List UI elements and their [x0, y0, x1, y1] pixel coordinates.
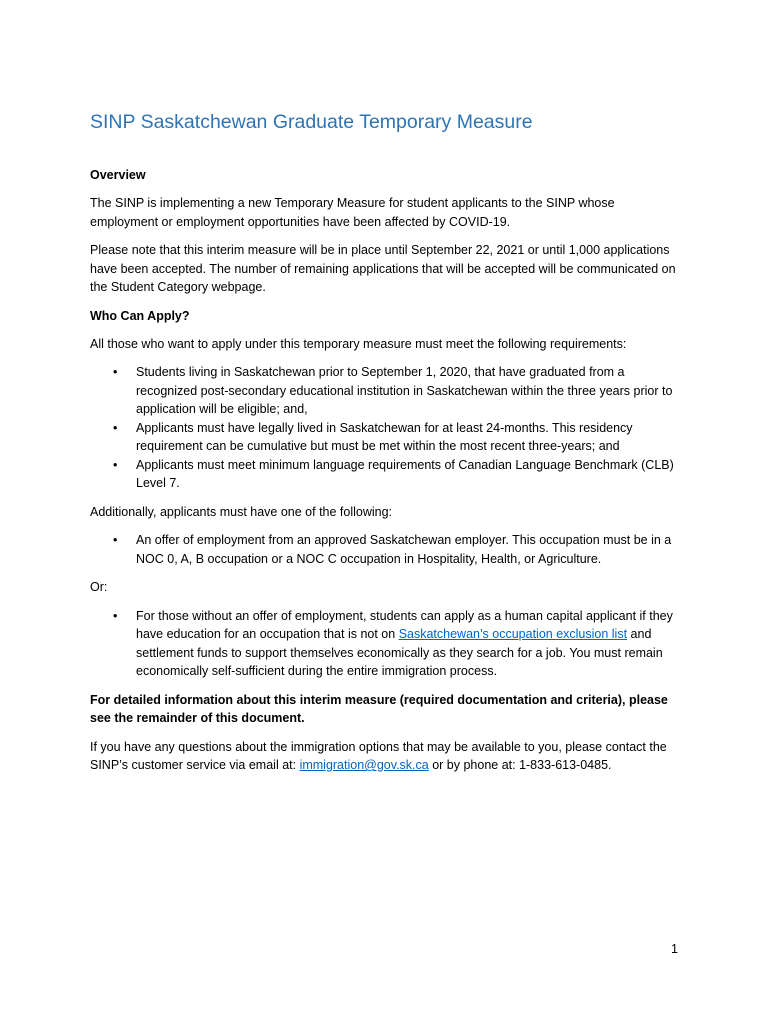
option-1-list — [90, 531, 685, 568]
list-item — [113, 456, 685, 493]
occupation-exclusion-list-link[interactable]: Saskatchewan’s occupation exclusion list — [398, 627, 628, 641]
option-2-list — [90, 607, 685, 681]
bullet-icon: • — [113, 608, 118, 623]
bullet-icon: • — [113, 533, 118, 547]
detailed-info-note: For detailed information about this interim measure (required documentation and criteria), please see the remainder of this document. — [90, 692, 668, 725]
list-item — [113, 419, 685, 456]
option-2-text-before: For those without an offer of employment, students can apply as a human capital applicant if they have education for an occupation that is not on — [136, 608, 673, 641]
list-item — [113, 607, 685, 681]
list-item — [113, 531, 685, 568]
who-can-apply-heading: Who Can Apply? — [90, 308, 190, 323]
requirement-text: Applicants must have legally lived in Saskatchewan for at least 24-months. This residency requirement can be cumulative but must be met within the most recent three-years; and — [136, 420, 633, 453]
bullet-icon: • — [113, 457, 118, 472]
contact-text-before: If you have any questions about the immigration options that may be available to you, please contact the SINP’s customer service via email at: — [90, 739, 667, 772]
requirement-text: Applicants must meet minimum language requirements of Canadian Language Benchmark (CLB) Level 7. — [136, 457, 674, 490]
requirements-intro: All those who want to apply under this temporary measure must meet the following requirements: — [90, 336, 627, 351]
document-page — [90, 108, 685, 785]
bullet-icon: • — [113, 420, 118, 435]
requirement-text: Students living in Saskatchewan prior to September 1, 2020, that have graduated from a recognized post-secondary educational institution in Saskatchewan within the three years prior to application will be eligible; and, — [136, 365, 673, 416]
contact-paragraph — [90, 738, 685, 775]
email-link[interactable]: immigration@gov.sk.ca — [299, 758, 429, 772]
overview-heading: Overview — [90, 168, 146, 182]
requirements-list — [90, 363, 685, 493]
document-title: SINP Saskatchewan Graduate Temporary Measure — [90, 111, 533, 133]
overview-paragraph-2: Please note that this interim measure will be in place until September 22, 2021 or until 1,000 applications have been accepted. The number of remaining applications that will be accepted will be communicated on the Student Category webpage. — [90, 243, 676, 294]
overview-paragraph-1: The SINP is implementing a new Temporary Measure for student applicants to the SINP whose employment or employment opportunities have been affected by COVID-19. — [90, 196, 615, 229]
page-number: 1 — [671, 942, 678, 956]
bullet-icon: • — [113, 365, 118, 379]
list-item — [113, 363, 685, 419]
or-text: Or: — [90, 580, 108, 594]
option-2-text-after: and settlement funds to support themselves economically as they search for a job. You must remain economically self-sufficient during the entire immigration process. — [136, 627, 663, 678]
option-1-text: An offer of employment from an approved Saskatchewan employer. This occupation must be in a NOC 0, A, B occupation or a NOC C occupation in Hospitality, Health, or Agriculture. — [136, 533, 672, 566]
contact-text-after: or by phone at: 1-833-613-0485. — [428, 758, 612, 772]
additionally-text: Additionally, applicants must have one of the following: — [90, 504, 393, 519]
